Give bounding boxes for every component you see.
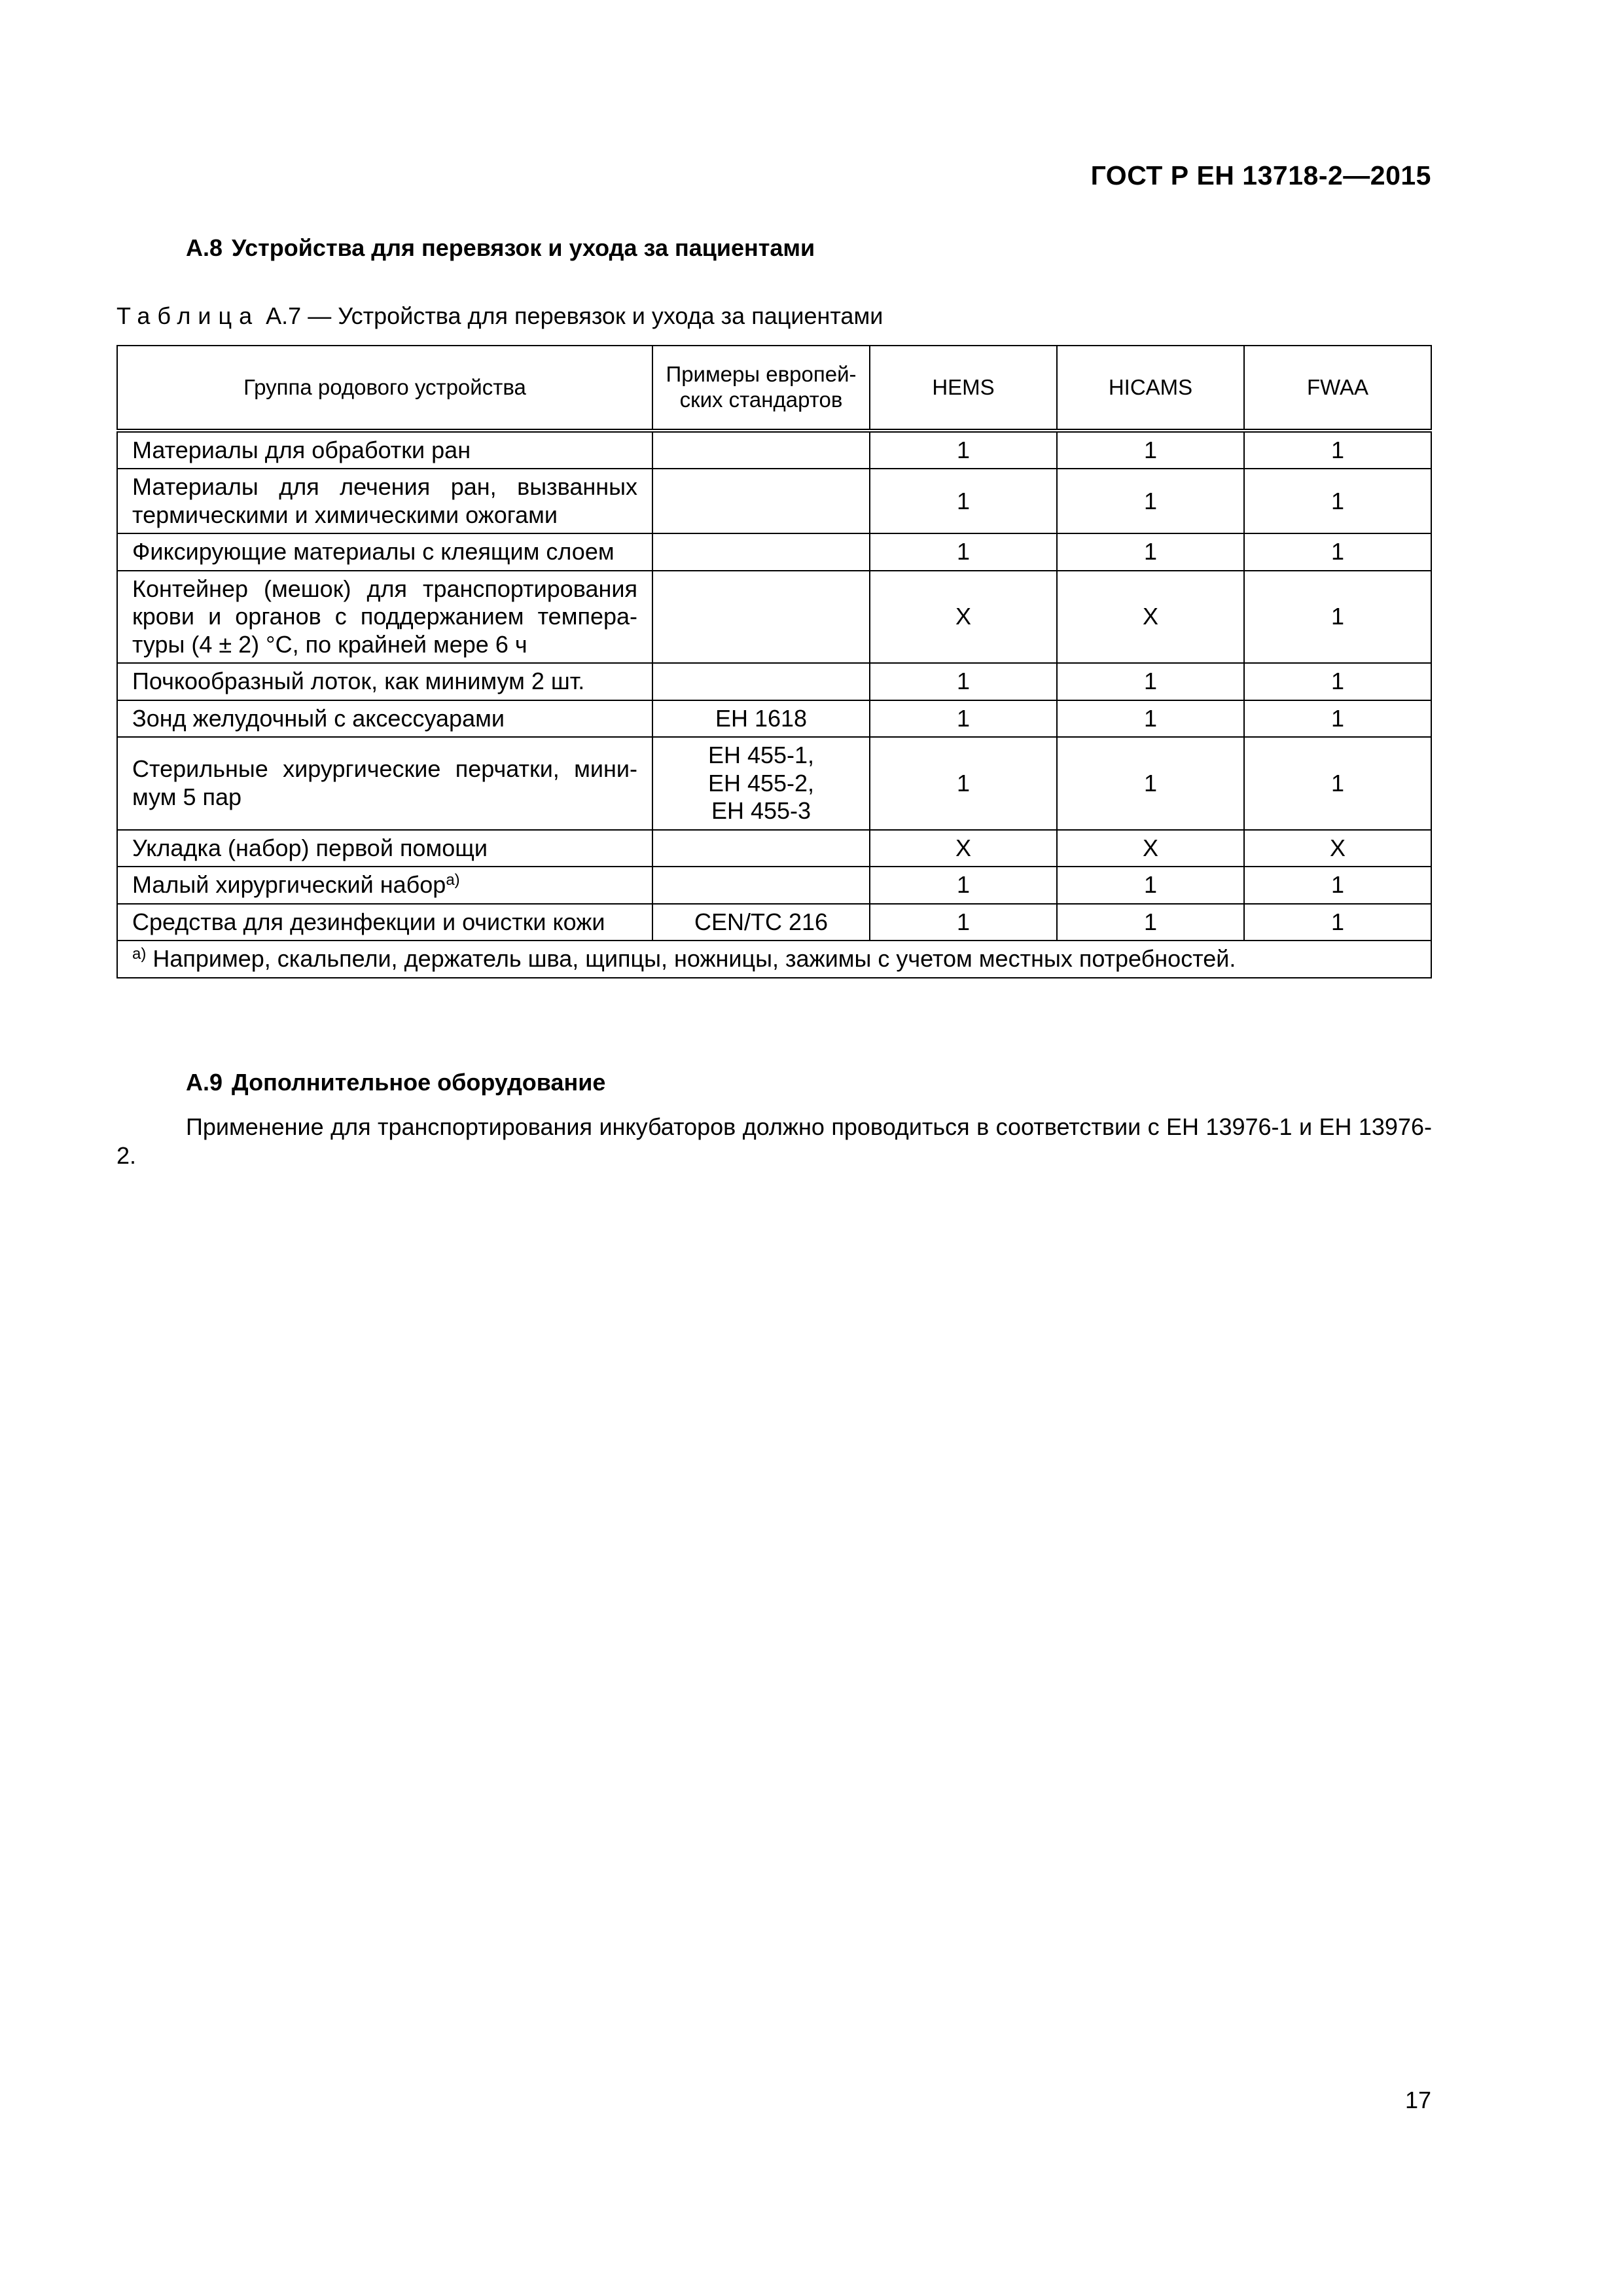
cell-group: Почкообразный лоток, как минимум 2 шт. [117,663,652,700]
table-row [117,830,1431,867]
table-row [117,867,1431,903]
cell-group [117,867,652,903]
cell-hicams: 1 [1057,867,1244,903]
footnote-mark: а) [132,945,147,963]
cell-group: Средства для дезинфекции и очистки кожи [117,904,652,941]
table-caption-prefix: Таблица [116,302,260,329]
cell-hems: 1 [870,867,1057,903]
table-row [117,904,1431,941]
cell-hicams: 1 [1057,737,1244,829]
footnote-reference: а) [446,871,460,889]
cell-hicams: 1 [1057,431,1244,469]
cell-hems: 1 [870,533,1057,570]
cell-hems: X [870,571,1057,663]
table-row [117,700,1431,737]
cell-hicams: 1 [1057,663,1244,700]
cell-fwaa: 1 [1244,533,1431,570]
column-header-fwaa: FWAA [1244,346,1431,431]
table-row [117,737,1431,829]
section-a9-title: Дополнительное оборудование [232,1069,606,1096]
cell-standard [652,533,870,570]
cell-fwaa: 1 [1244,737,1431,829]
table-footnote [117,941,1431,977]
cell-standard: ЕН 455-1, ЕН 455-2, ЕН 455-3 [652,737,870,829]
cell-standard: ЕН 1618 [652,700,870,737]
cell-hicams: 1 [1057,469,1244,533]
cell-standard [652,830,870,867]
section-a8-number: А.8 [186,234,223,261]
cell-hems: 1 [870,431,1057,469]
table-header-row [117,346,1431,431]
cell-standard [652,867,870,903]
cell-standard: CEN/TC 216 [652,904,870,941]
cell-hicams: X [1057,571,1244,663]
table-row [117,571,1431,663]
cell-fwaa: 1 [1244,867,1431,903]
column-header-group: Группа родового устройства [117,346,652,431]
cell-group: Материалы для лечения ран, вызванных термическими и химическими ожогами [117,469,652,533]
cell-group: Зонд желудочный с аксессуарами [117,700,652,737]
cell-hems: 1 [870,663,1057,700]
cell-standard [652,469,870,533]
table-row [117,469,1431,533]
cell-fwaa: 1 [1244,571,1431,663]
devices-table [116,345,1432,978]
cell-hicams: X [1057,830,1244,867]
cell-group: Фиксирующие материалы с клеящим слоем [117,533,652,570]
cell-fwaa: 1 [1244,469,1431,533]
cell-hems: 1 [870,904,1057,941]
cell-hicams: 1 [1057,904,1244,941]
cell-fwaa: 1 [1244,431,1431,469]
cell-hems: 1 [870,469,1057,533]
section-a9-heading [186,1069,605,1096]
table-row [117,533,1431,570]
table-row [117,663,1431,700]
cell-hems: X [870,830,1057,867]
cell-group: Контейнер (мешок) для транспортирования крови и органов с поддержанием темпера-туры (4 ± 2) °С, по крайней мере 6 ч [117,571,652,663]
cell-group: Материалы для обработки ран [117,431,652,469]
table-footnote-row [117,941,1431,977]
cell-hicams: 1 [1057,700,1244,737]
column-header-examples: Примеры европей-ских стандартов [652,346,870,431]
cell-group: Стерильные хирургические перчатки, мини-мум 5 пар [117,737,652,829]
cell-standard [652,663,870,700]
section-a8-title: Устройства для перевязок и ухода за пациентами [232,234,815,261]
cell-fwaa: 1 [1244,663,1431,700]
section-a8-heading [186,234,815,262]
cell-group: Укладка (набор) первой помощи [117,830,652,867]
table-caption [116,302,883,330]
section-a9-number: А.9 [186,1069,223,1096]
table-row [117,431,1431,469]
cell-fwaa: X [1244,830,1431,867]
cell-standard [652,431,870,469]
page-number: 17 [1404,2087,1431,2113]
cell-group-text: Малый хирургический набор [132,871,446,899]
cell-hems: 1 [870,700,1057,737]
cell-hicams: 1 [1057,533,1244,570]
section-a9-paragraph: Применение для транспортирования инкубаторов должно проводиться в соответствии с ЕН 13976-1 и ЕН 13976-2. [116,1113,1432,1169]
column-header-hicams: HICAMS [1057,346,1244,431]
cell-standard [652,571,870,663]
footnote-text: Например, скальпели, держатель шва, щипцы, ножницы, зажимы с учетом местных потребностей. [152,945,1236,973]
cell-fwaa: 1 [1244,700,1431,737]
cell-fwaa: 1 [1244,904,1431,941]
column-header-hems: HEMS [870,346,1057,431]
document-code: ГОСТ Р ЕН 13718-2—2015 [1090,160,1431,190]
cell-hems: 1 [870,737,1057,829]
table-caption-text: А.7 — Устройства для перевязок и ухода за пациентами [266,302,883,329]
